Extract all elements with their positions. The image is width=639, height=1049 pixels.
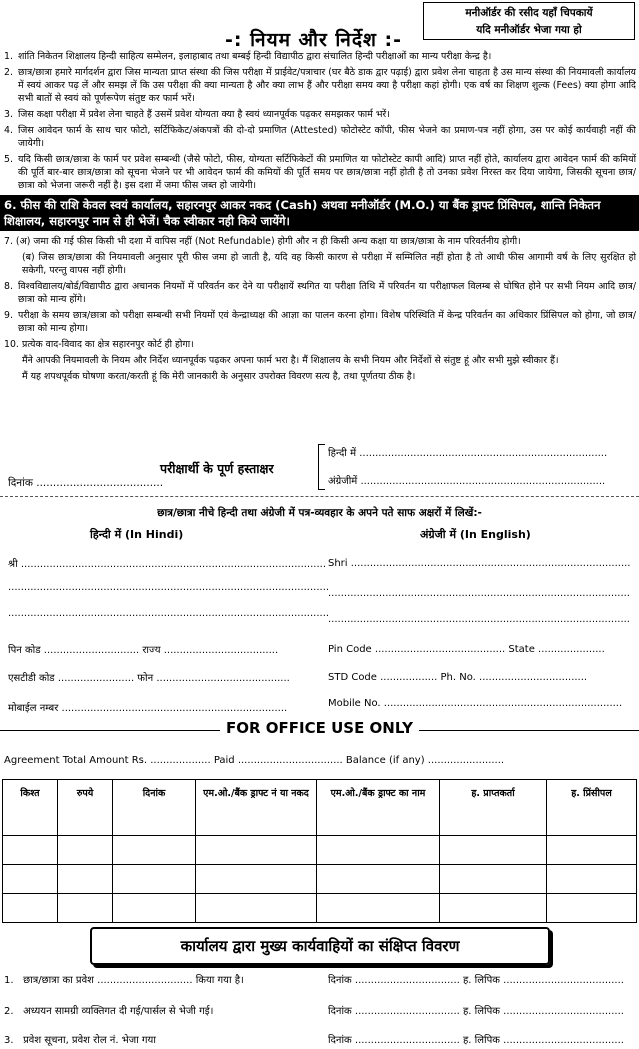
rule-7a: 7. (अ) जमा की गई फीस किसी भी दशा में वापिस नहीं (Not Refundable) होगी और न ही किसी अन्य कक्षा या छात्र/छात्रा के नाम परिवर्तनीय होगी। — [4, 236, 521, 247]
signature-date-field[interactable]: दिनांक ...................................... — [8, 477, 164, 489]
std-hindi-field[interactable]: एसटीडी कोड ........................ फोन .......................................... — [8, 673, 290, 684]
col-receiver: ह. प्राप्तकर्ता — [440, 780, 547, 836]
address-english-line[interactable]: ............................................................................................... — [328, 588, 630, 599]
rule-item: 2. छात्र/छात्रा हमारे मार्गदर्शन द्वारा जिस मान्यता प्राप्त संस्था की जिस परीक्षा में प्राईवेट/पत्राचार (घर बैठे डाक द्वार पढ़ाई) द्वारा प्रवेश लेना चाहता है उस मान्य संस्था की नियमावली कार्यालय में स्वयं आकर पढ़ लें और समझ लें कि उस परीक्षा की क्या मान्यता है और क्या लाभ हैं और परीक्षा समय क्या है परीक्षा कहां होगी। एक वर्ष का शिक्षण शुल्क (Fees) क्या होगा आदि सभी बातों से स्वयं को पूर्णरूपेण संतुष्ट कर फार्म भरें। — [4, 67, 636, 104]
table-row[interactable] — [3, 894, 637, 923]
mo-line-2: यदि मनीऑर्डर भेजा गया हो — [476, 24, 582, 36]
col-kisht: किश्त — [3, 780, 58, 836]
rule-item: 3. जिस कक्षा परीक्षा में प्रवेश लेना चाहते हैं उसमें प्रवेश योग्यता क्या है स्वयं ध्यानपूर्वक पढ़कर समझकर फार्म भरें। — [4, 109, 390, 120]
pincode-english-field[interactable]: Pin Code ......................................... State ..................... — [328, 644, 605, 655]
summary-row: 3. प्रवेश सूचना, प्रवेश रोल नं. भेजा गया — [4, 1035, 156, 1046]
summary-row-date[interactable]: दिनांक ................................. ह. लिपिक ...................................... — [328, 1006, 624, 1017]
col-draft-name: एम.ओ./बैंक ड्राफ्ट का नाम — [317, 780, 440, 836]
pin-hindi-field[interactable]: पिन कोड .............................. राज्य .................................... — [8, 645, 279, 656]
office-fee-table — [2, 779, 637, 923]
signature-english-field[interactable]: अंग्रेजीमें ............................................................................. — [328, 476, 606, 487]
rule-7b: (ब) जिस छात्र/छात्रा की नियमावली अनुसार पूरी फीस जमा हो जाती है, यदि वह किसी कारण से परीक्षा में सम्मिलित नहीं होता है तो आधी फीस आगामी वर्ष के लिए सुरक्षित हो सकेगी, परन्तु वापस नहीं होगी। — [22, 252, 636, 276]
rule-item: 5. यदि किसी छात्र/छात्रा के फार्म पर प्रवेश सम्बन्धी (जैसे फोटो, फीस, योग्यता सर्टिफिकेटों की प्रमाणित या फोटोस्टेट कापी आदि) प्राप्त नहीं होते, कार्यालय द्वारा आवेदन फार्म की कमियों की पूर्ति बार-बार छात्र/छात्रा को सूचना भेजने पर भी आवेदन फार्म की कमियों की पूर्ति समय पर छात्र/छात्रा नहीं होती है तो उनका प्रवेश निरस्त कर दिया जायेगा, जिसकी सूचना छात्र/छात्रा को भेजना जरूरी नहीं है। इस दशा में जमा फीस जब्त हो जायेगी। — [4, 154, 636, 191]
summary-heading-box: कार्यालय द्वारा मुख्य कार्यवाहियों का संक्षिप्त विवरण — [90, 927, 550, 965]
divider — [0, 496, 639, 497]
summary-row-date[interactable]: दिनांक ................................. ह. लिपिक ...................................... — [328, 975, 624, 986]
address-english-line[interactable]: ............................................................................................... — [328, 614, 630, 625]
page-title: -: नियम और निर्देश :- — [225, 29, 402, 51]
rule-item: 10. प्रत्येक वाद-विवाद का क्षेत्र सहारनपुर कोर्ट ही होगा। — [4, 339, 194, 350]
fee-payment-banner: 6. फीस की राशि केवल स्वयं कार्यालय, सहारनपुर आकर नकद (Cash) अथवा मनीऑर्डर (M.O.) या बैंक ड्राफ्ट प्रिंसिपल, शान्ति निकेतन शिक्षालय, सहारनपुर नाम से ही भेजें। चैक स्वीकार नही किये जायेंगे। — [0, 195, 639, 231]
address-hindi-line[interactable]: ..................................................................................................... — [8, 582, 330, 593]
col-principal: ह. प्रिंसीपल — [547, 780, 637, 836]
mobile-english-field[interactable]: Mobile No. ........................................................................... — [328, 698, 623, 709]
rule-item: 4. जिस आवेदन फार्म के साथ चार फोटो, सर्टिफिकेट/अंकपत्रों की दो-दो प्रमाणित (Attested) फोटोस्टेट कॉपी, फीस भेजने का प्रमाण-पत्र नहीं होगा, उस पर कोई कार्यवाही नहीं की जायेगी। — [4, 125, 636, 149]
hindi-column-heading: हिन्दी में (In Hindi) — [90, 528, 184, 541]
agreement-amount-line[interactable]: Agreement Total Amount Rs. ................... Paid ................................. Balance (if any) ........................ — [4, 755, 505, 766]
mo-line-1: मनीऑर्डर की रसीद यहाँ चिपकायें — [465, 7, 593, 19]
office-use-heading: FOR OFFICE USE ONLY — [0, 718, 639, 737]
rule-item: 9. परीक्षा के समय छात्र/छात्रा को परीक्षा सम्बन्धी सभी नियमों एवं केन्द्राध्यक्ष की आज्ञा का पालन करना होगा। विशेष परिस्थिति में केन्द्र परिवर्तन का अधिकार प्रिंसिपल को होगा, जो छात्र/छात्रा को मान्य होगा। — [4, 310, 636, 334]
declaration-1: मैंने आपकी नियमावली के नियम और निर्देश ध्यानपूर्वक पढ़कर अपना फार्म भरा है। मैं शिक्षालय के सभी नियम और निर्देशों से संतुष्ट हूं और सभी मुझे स्वीकार हैं। — [22, 355, 559, 366]
col-draft-no: एम.ओ./बैंक ड्राफ्ट नं या नकद — [196, 780, 317, 836]
signature-bracket — [318, 444, 325, 490]
signature-hindi-field[interactable]: हिन्दी में .............................................................................. — [328, 448, 608, 459]
declaration-2: मैं यह शपथपूर्वक घोषणा करता/करती हूं कि मेरी जानकारी के अनुसार उपरोक्त विवरण सत्य है, तथा पूर्णतया ठीक है। — [22, 371, 416, 382]
summary-row: 2. अध्ययन सामग्री व्यक्तिगत दी गई/पार्सल से भेजी गई। — [4, 1006, 214, 1017]
address-hindi-line[interactable]: ..................................................................................................... — [8, 608, 330, 619]
signature-label: परीक्षार्थी के पूर्ण हस्ताक्षर — [160, 461, 274, 476]
std-english-field[interactable]: STD Code .................. Ph. No. .................................. — [328, 672, 588, 683]
shri-hindi-field[interactable]: श्री ................................................................................................ — [8, 559, 327, 570]
rule-item: 1. शांति निकेतन शिक्षालय हिन्दी साहित्य सम्मेलन, इलाहाबाद तथा बम्बई हिन्दी विद्यापीठ द्वारा संचालित हिन्दी परीक्षाओं का मान्य परीक्षा केन्द्र है। — [4, 51, 492, 62]
english-column-heading: अंग्रेजी में (In English) — [420, 528, 531, 541]
col-dinank: दिनांक — [113, 780, 196, 836]
summary-row-date[interactable]: दिनांक ................................. ह. लिपिक ...................................... — [328, 1035, 624, 1046]
rules-section — [4, 50, 636, 386]
rule-item: 8. विश्वविद्यालय/बोर्ड/विद्यापीठ द्वारा अचानक नियमों में परिवर्तन कर देने या परीक्षायें स्थगित या परीक्षा तिथि में परिवर्तन या परीक्षाफल विलम्ब से घोषित होने पर सभी नियम आदि छात्र/छात्रा को मान्य होंगे। — [4, 281, 636, 305]
mobile-hindi-field[interactable]: मोबाईल नम्बर ....................................................................... — [8, 703, 288, 714]
shri-english-field[interactable]: Shri ........................................................................................ — [328, 558, 631, 569]
table-row[interactable] — [3, 865, 637, 894]
summary-row: 1. छात्र/छात्रा का प्रवेश .............................. किया गया है। — [4, 975, 244, 986]
col-rupaye: रुपये — [58, 780, 113, 836]
money-order-receipt-box — [423, 2, 635, 40]
table-header-row — [3, 780, 637, 836]
table-row[interactable] — [3, 836, 637, 865]
address-instruction: छात्र/छात्रा नीचे हिन्दी तथा अंग्रेजी में पत्र-व्यवहार के अपने पते साफ अक्षरों में लिखें:- — [157, 507, 482, 519]
signature-section — [0, 443, 639, 493]
